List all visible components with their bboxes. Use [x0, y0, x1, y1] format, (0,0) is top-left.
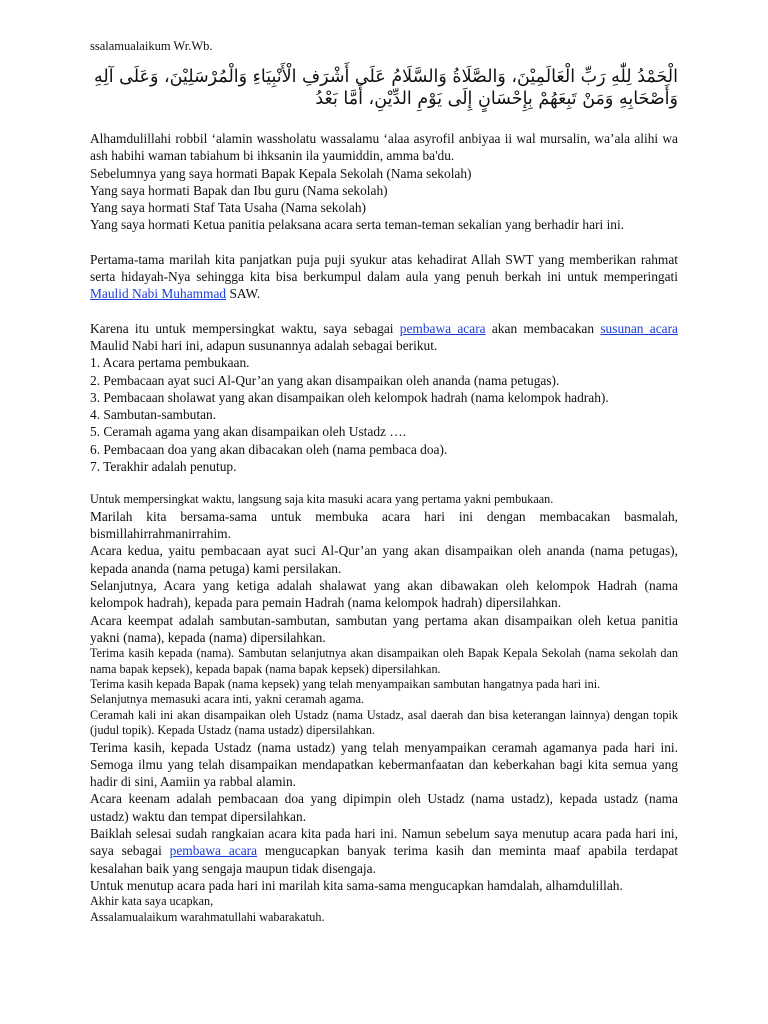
- opening-praise: Alhamdulillahi robbil ‘alamin wassholatu wassalamu ‘alaa asyrofil anbiyaa ii wal mursalin, wa’ala alihi wa ash habihi waman tabiahum bi ihksanin ila yaumiddin, amma ba'du.: [90, 131, 678, 164]
- agenda-intro: Karena itu untuk mempersingkat waktu, saya sebagai pembawa acara akan membacakan susunan acara Maulid Nabi hari ini, adapun susunannya adalah sebagai berikut.: [90, 320, 678, 353]
- agenda-item: 7. Terakhir adalah penutup.: [90, 459, 237, 475]
- arabic-opening: الْحَمْدُ لِلّٰهِ رَبِّ الْعَالَمِيْنَ، وَالصَّلَاةُ وَالسَّلَامُ عَلَى أَشْرَفِ الْأَنْبِيَاءِ وَالْمُرْسَلِيْنَ، وَعَلَى آلِهِ وَأَصْحَابِهِ وَمَنْ تَبِعَهُمْ بِإِحْسَانٍ إِلَى يَوْمِ الدِّيْنِ، أَمَّا بَعْدُ: [93, 67, 678, 109]
- program-text: Terima kasih kepada (nama). Sambutan selanjutnya akan disampaikan oleh Bapak Kepala Sekolah (nama sekolah dan nama bapak kepsek), kepada bapak (nama bapak kepsek) dipersilahkan.: [90, 646, 678, 676]
- closing-line: Akhir kata saya ucapkan,: [90, 894, 214, 909]
- agenda-item: 5. Ceramah agama yang akan disampaikan oleh Ustadz ….: [90, 424, 407, 440]
- program-text: Acara kedua, yaitu pembacaan ayat suci Al-Qur’an yang akan disampaikan oleh ananda (nama petugas), kepada ananda (nama petuga) kami persilakan.: [90, 543, 678, 576]
- respect-line: Sebelumnya yang saya hormati Bapak Kepala Sekolah (Nama sekolah): [90, 165, 472, 181]
- closing-paragraph: Baiklah selesai sudah rangkaian acara kita pada hari ini. Namun sebelum saya menutup acara pada hari ini, saya sebagai pembawa acara mengucapkan banyak terima kasih dan meminta maaf apabila terdapat kesalahan baik yang sengaja maupun tidak disengaja.: [90, 826, 679, 876]
- susunan-acara-link[interactable]: susunan acara: [600, 320, 678, 336]
- program-text: Acara keempat adalah sambutan-sambutan, sambutan yang pertama akan disampaikan oleh ketua panitia yakni (nama), kepada (nama) dipersilahkan.: [90, 612, 678, 645]
- agenda-item: 4. Sambutan-sambutan.: [90, 407, 217, 423]
- respect-line: Yang saya hormati Ketua panitia pelaksana acara serta teman-teman sekalian yang berhadir hari ini.: [90, 217, 625, 233]
- praise-paragraph: Pertama-tama marilah kita panjatkan puja puji syukur atas kehadirat Allah SWT yang memberikan rahmat serta hidayah-Nya sehingga kita bisa berkumpul dalam aula yang penuh berkah ini untuk memperingati Maulid Nabi Muhammad SAW.: [90, 251, 678, 302]
- program-text: Selanjutnya memasuki acara inti, yakni ceramah agama.: [90, 692, 365, 707]
- agenda-item: 3. Pembacaan sholawat yang akan disampaikan oleh kelompok hadrah (nama kelompok hadrah).: [90, 389, 609, 405]
- agenda-item: 6. Pembacaan doa yang akan dibacakan oleh (nama pembaca doa).: [90, 441, 448, 457]
- maulid-nabi-link[interactable]: Maulid Nabi Muhammad: [90, 286, 227, 302]
- respect-line: Yang saya hormati Staf Tata Usaha (Nama sekolah): [90, 200, 366, 216]
- agenda-item: 1. Acara pertama pembukaan.: [90, 355, 250, 371]
- program-text: Untuk menutup acara pada hari ini marilah kita sama-sama mengucapkan hamdalah, alhamdulillah.: [90, 877, 623, 893]
- pembawa-acara-link[interactable]: pembawa acara: [169, 843, 258, 859]
- closing-salam: Assalamualaikum warahmatullahi wabarakatuh.: [90, 909, 325, 924]
- program-text: Terima kasih kepada Bapak (nama kepsek) yang telah menyampaikan sambutan hangatnya pada hari ini.: [90, 676, 601, 691]
- program-text: Acara keenam adalah pembacaan doa yang dipimpin oleh Ustadz (nama ustadz), kepada ustadz (nama ustadz) waktu dan tempat dipersilahkan.: [90, 791, 678, 824]
- program-text: Untuk mempersingkat waktu, langsung saja kita masuki acara yang pertama yakni pembukaan.: [90, 492, 554, 507]
- agenda-item: 2. Pembacaan ayat suci Al-Qur’an yang akan disampaikan oleh ananda (nama petugas).: [90, 372, 560, 388]
- program-text: Selanjutnya, Acara yang ketiga adalah shalawat yang akan dibawakan oleh kelompok Hadrah (nama kelompok hadrah), kepada para pemain Hadrah (nama kelompok hadrah) dipersilahkan.: [90, 577, 678, 611]
- program-text: Marilah kita bersama-sama untuk membuka acara hari ini dengan membacakan basmalah, bismillahirrahmanirrahim.: [90, 508, 678, 542]
- pembawa-acara-link[interactable]: pembawa acara: [399, 320, 486, 336]
- program-text: Terima kasih, kepada Ustadz (nama ustadz) yang telah menyampaikan ceramah agamanya pada hari ini. Semoga ilmu yang telah disampaikan mendapatkan kebermanfaatan dan keberkahan bagi kita semua yang hadir di sini, Aamiin ya rabbal alamin.: [90, 739, 678, 790]
- greeting: ssalamualaikum Wr.Wb.: [90, 39, 213, 53]
- program-text: Ceramah kali ini akan disampaikan oleh Ustadz (nama Ustadz, asal daerah dan bisa keterangan lainnya) dengan topik (judul topik). Kepada Ustadz (nama ustadz) dipersilahkan.: [90, 707, 678, 738]
- respect-line: Yang saya hormati Bapak dan Ibu guru (Nama sekolah): [90, 182, 388, 198]
